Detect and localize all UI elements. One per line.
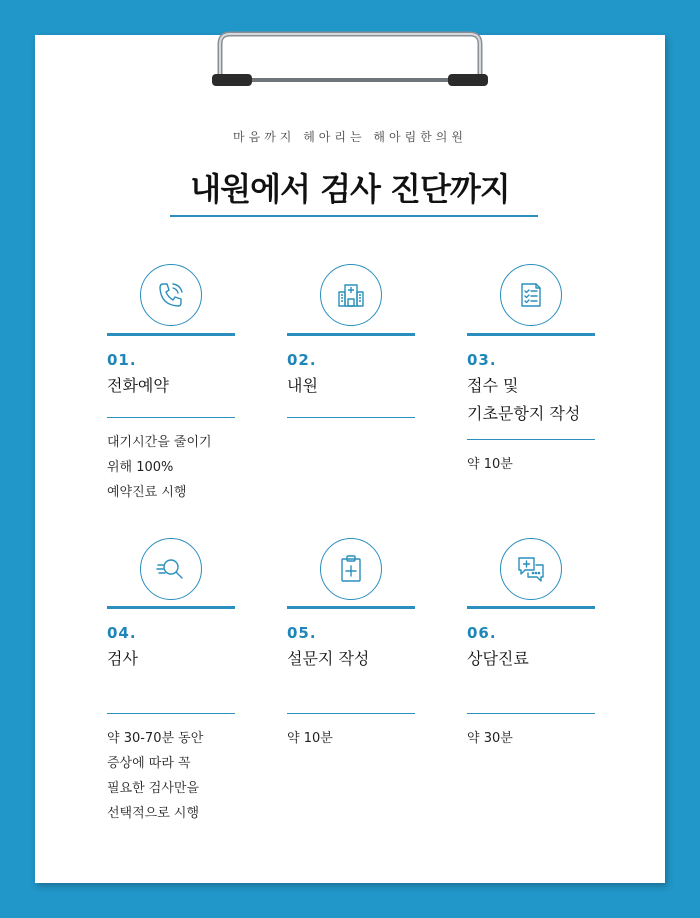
step-number: 01. [107,351,137,369]
step-name: 검사 [107,649,138,668]
step-03 [467,264,595,514]
step-name: 상담진료 [467,649,529,668]
step-number: 04. [107,624,137,642]
step-number: 06. [467,624,497,642]
step-name: 내원 [287,376,318,395]
hospital-icon [334,278,368,312]
step-number: 02. [287,351,317,369]
step-name: 접수 및 기초문항지 작성 [467,376,581,423]
step-02 [287,264,415,514]
step-description: 약 10분 [467,457,513,472]
step-06 [467,538,595,838]
consultation-chat-icon [514,552,548,586]
step-description: 약 30분 [467,731,513,746]
subtitle: 마음까지 헤아리는 해아림한의원 [233,130,467,144]
clipboard-medical-icon [334,552,368,586]
page-title: 내원에서 검사 진단까지 [190,170,510,208]
step-description: 대기시간을 줄이기 위해 100% 예약진료 시행 [107,435,212,500]
step-01 [107,264,235,514]
step-description: 약 10분 [287,731,333,746]
step-name: 전화예약 [107,376,169,395]
step-05 [287,538,415,838]
step-04 [107,538,235,838]
magnifier-icon [154,552,188,586]
title-underline [170,215,538,217]
phone-icon [154,278,188,312]
checklist-icon [514,278,548,312]
step-number: 03. [467,351,497,369]
step-description: 약 30-70분 동안 증상에 따라 꼭 필요한 검사만을 선택적으로 시행 [107,731,204,821]
clipboard-clip-icon [212,30,488,94]
step-number: 05. [287,624,317,642]
step-name: 설문지 작성 [287,649,370,668]
